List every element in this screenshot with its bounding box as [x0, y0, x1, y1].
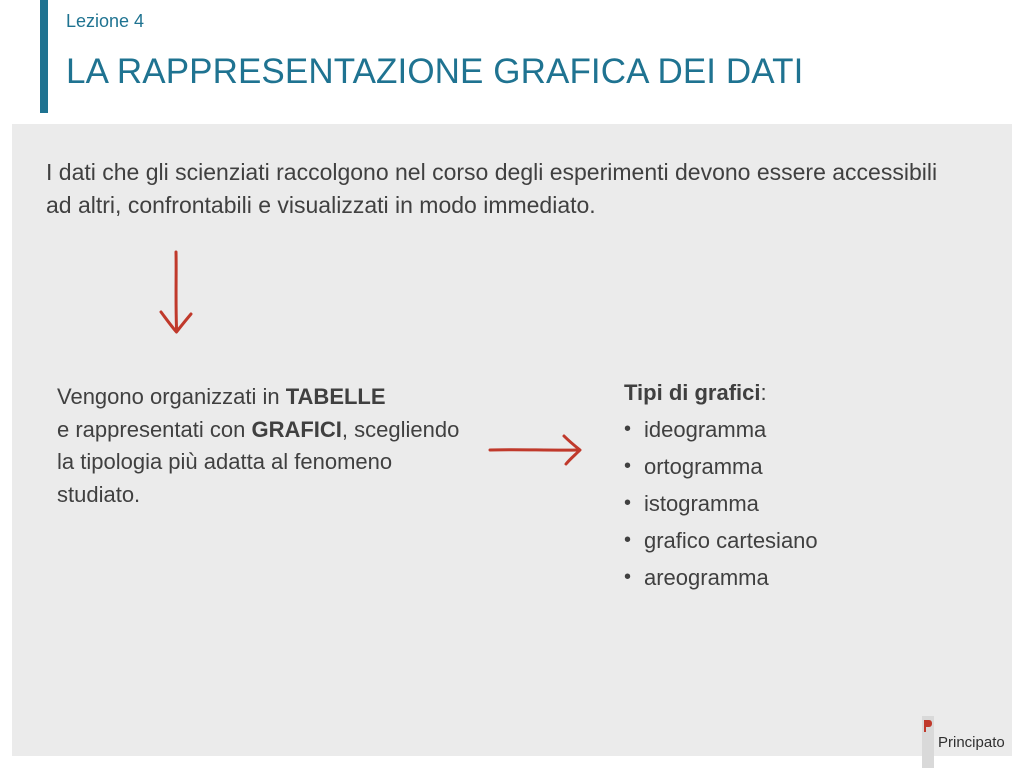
bullet: •	[624, 492, 632, 514]
list-item	[624, 448, 944, 485]
lesson-label: Lezione 4	[66, 11, 145, 31]
page-title: LA RAPPRESENTAZIONE GRAFICA DEI DATI	[66, 52, 804, 91]
logo-mark-icon	[924, 720, 932, 732]
graph-types-heading	[624, 374, 944, 411]
down-arrow-icon	[155, 248, 199, 340]
graph-type-label: ortogramma	[644, 454, 763, 479]
graph-types-box	[624, 374, 944, 596]
bullet: •	[624, 529, 632, 551]
bullet: •	[624, 455, 632, 477]
organize-text-part3: , scegliendo la tipologia più adatta al fenomeno studiato.	[57, 416, 460, 507]
list-item	[624, 559, 944, 596]
logo-text: Principato	[938, 734, 1005, 751]
organize-text-part1: Vengono organizzati in	[57, 384, 286, 409]
graphs-keyword: GRAFICI	[251, 416, 342, 442]
graph-types-list	[624, 411, 944, 596]
list-item	[624, 522, 944, 559]
graph-types-heading-label: Tipi di grafici	[624, 380, 761, 405]
intro-paragraph: I dati che gli scienziati raccolgono nel corso degli esperimenti devono essere accessibili ad altri, confrontabili e visualizzati in modo immediato.	[46, 159, 938, 218]
graph-type-label: grafico cartesiano	[644, 528, 818, 553]
right-arrow-icon	[486, 428, 586, 472]
graph-type-label: ideogramma	[644, 417, 767, 442]
bullet: •	[624, 566, 632, 588]
bullet: •	[624, 418, 632, 440]
organize-paragraph	[57, 381, 477, 511]
tables-keyword: TABELLE	[285, 384, 386, 409]
header-accent-bar	[40, 0, 48, 113]
graph-type-label: areogramma	[644, 565, 769, 590]
list-item	[624, 411, 944, 448]
publisher-logo	[920, 716, 1020, 768]
list-item	[624, 485, 944, 522]
organize-text-part2: e rappresentati con	[57, 416, 252, 442]
graph-types-heading-colon: :	[760, 380, 767, 405]
graph-type-label: istogramma	[644, 491, 759, 516]
